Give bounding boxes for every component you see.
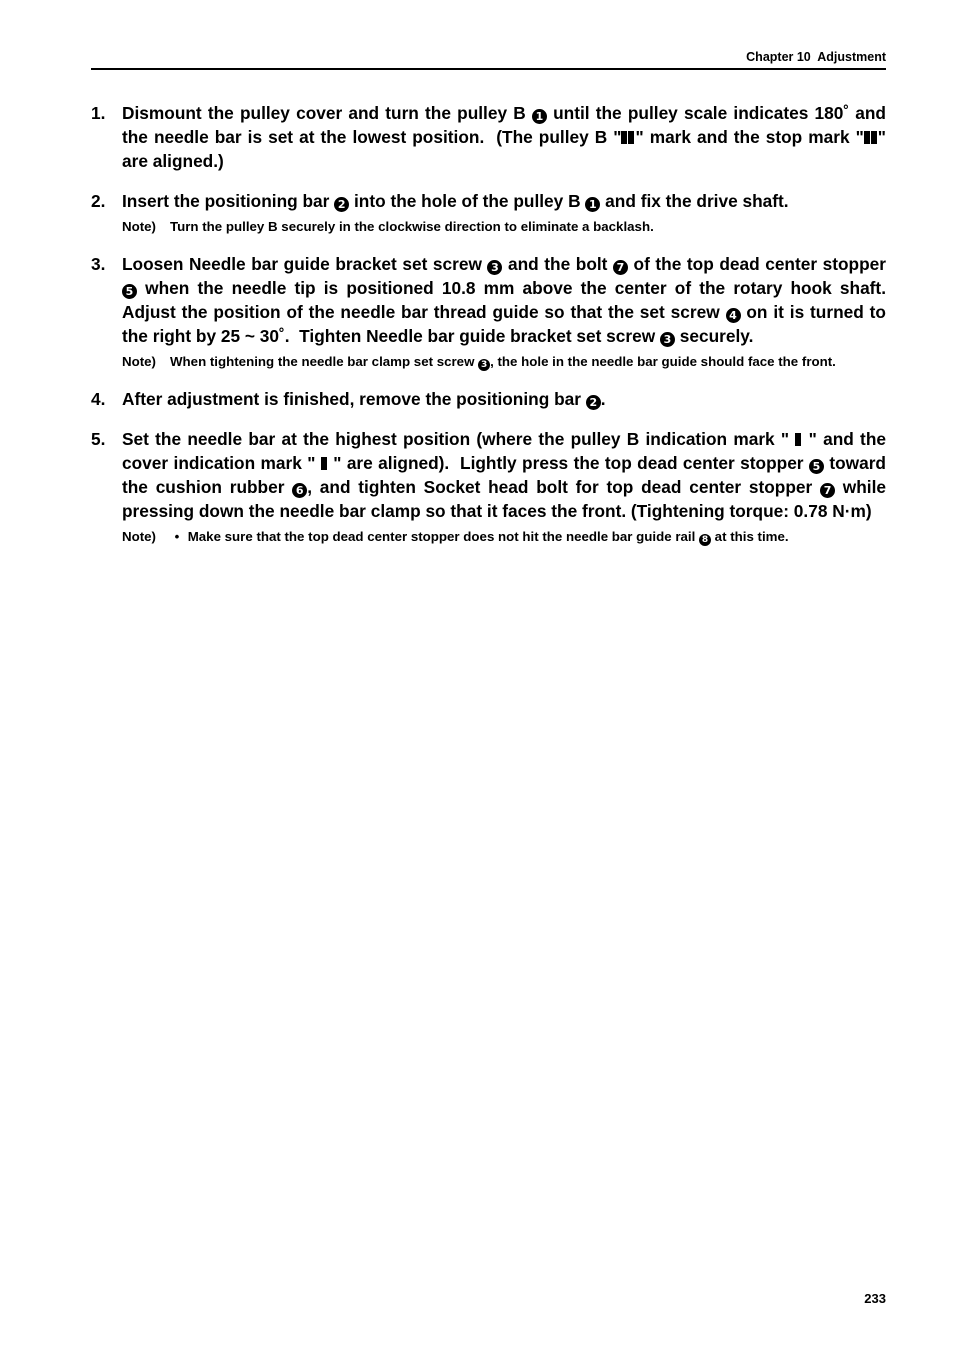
circled-number-icon: 5	[809, 459, 824, 474]
circled-number-icon: 1	[532, 109, 547, 124]
circled-number-icon: 8	[699, 534, 711, 546]
step-number: 1.	[91, 103, 106, 123]
bullet: •	[174, 529, 180, 544]
note-label: Note)	[122, 529, 156, 544]
step-4	[91, 387, 886, 411]
step-5-note	[122, 528, 886, 546]
circled-number-icon: 5	[122, 284, 137, 299]
note-text: When tightening the needle bar clamp set screw 3 , the hole in the needle bar guide should face the front.	[170, 354, 836, 370]
step-text: After adjustment is finished, remove the positioning bar 2 .	[122, 389, 606, 409]
step-text: Loosen Needle bar guide bracket set screw 3 and the bolt 7 of the top dead center stopper 5 when the needle tip is positioned 10.8 mm above the center of the rotary hook shaft. Adjust the position of the needle bar thread guide so that the set screw 4 on it is turned to the right by 25 ~ 30˚. Tighten Needle bar guide bracket set screw 3 securely.	[122, 254, 887, 346]
page-header: Chapter 10 Adjustment	[91, 49, 886, 70]
step-3	[91, 252, 886, 348]
circled-number-icon: 2	[586, 395, 601, 410]
step-2-note	[122, 218, 886, 236]
circled-number-icon: 3	[660, 332, 675, 347]
note-text: Make sure that the top dead center stopper does not hit the needle bar guide rail 8 at this time.	[187, 529, 789, 545]
circled-number-icon: 1	[585, 197, 600, 212]
step-number: 2.	[91, 191, 106, 211]
step-5	[91, 427, 886, 523]
circled-number-icon: 4	[726, 308, 741, 323]
note-text: Turn the pulley B securely in the clockwise direction to eliminate a backlash.	[170, 219, 654, 234]
circled-number-icon: 2	[334, 197, 349, 212]
double-bar-mark-icon	[621, 126, 635, 139]
page-content	[91, 101, 886, 546]
step-text: Set the needle bar at the highest position (where the pulley B indication mark " " and the cover indication mark " " are aligned). Lightly press the top dead center stopper 5 toward the cushion rubber 6 , and tighten Socket head bolt for top dead center stopper 7 while pressing down the needle bar clamp so that it faces the front. (Tightening torque: 0.78 N·m)	[122, 429, 887, 521]
step-number: 4.	[91, 389, 106, 409]
single-bar-mark-icon	[795, 428, 802, 441]
step-number: 5.	[91, 429, 106, 449]
circled-number-icon: 6	[292, 483, 307, 498]
step-3-note	[122, 353, 886, 371]
page-number: 233	[864, 1291, 886, 1306]
note-label: Note)	[122, 354, 156, 369]
circled-number-icon: 3	[478, 359, 490, 371]
double-bar-mark-icon	[864, 126, 878, 139]
circled-number-icon: 3	[487, 260, 502, 275]
step-text: Dismount the pulley cover and turn the pulley B 1 until the pulley scale indicates 180˚ and the needle bar is set at the lowest position. (The pulley B " " mark and the stop mark " " are aligned.)	[122, 103, 886, 171]
step-text: Insert the positioning bar 2 into the hole of the pulley B 1 and fix the drive shaft.	[122, 191, 789, 211]
circled-number-icon: 7	[820, 483, 835, 498]
step-2	[91, 189, 886, 213]
circled-number-icon: 7	[613, 260, 628, 275]
single-bar-mark-icon	[321, 452, 328, 465]
step-1	[91, 101, 886, 173]
note-label: Note)	[122, 219, 156, 234]
step-number: 3.	[91, 254, 106, 274]
